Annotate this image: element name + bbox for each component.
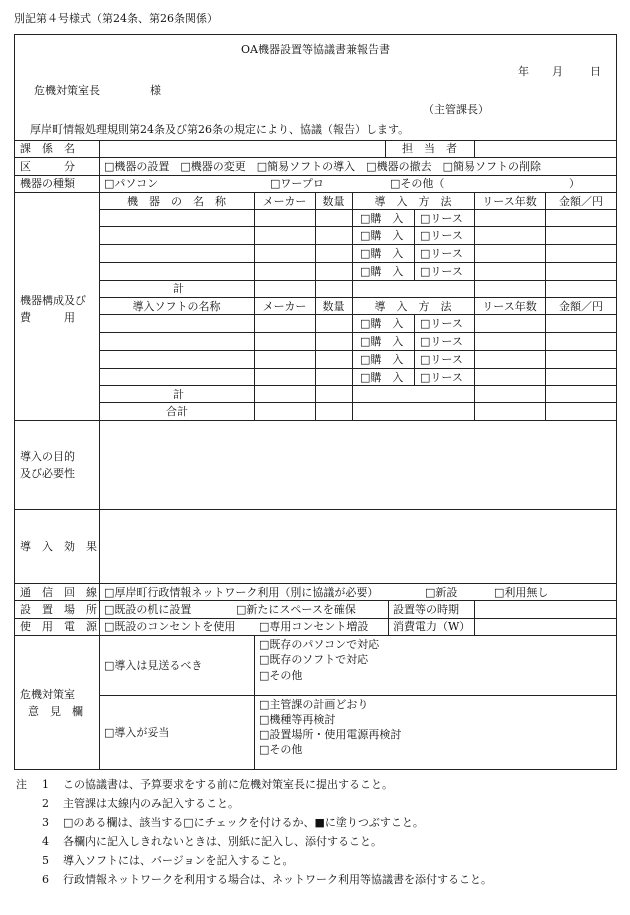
- power-existing-option[interactable]: □既設のコンセントを使用: [104, 620, 236, 633]
- device-type-other[interactable]: □その他（: [390, 177, 445, 190]
- rule: [99, 262, 617, 263]
- equipment-qty-header: 数量: [322, 195, 345, 208]
- effect-label: 導 入 効 果: [20, 540, 97, 553]
- software-maker-header: メーカー: [262, 300, 307, 313]
- software-subtotal-label: 計: [173, 388, 184, 401]
- rule: [14, 509, 617, 510]
- postpone-item[interactable]: □その他: [259, 669, 303, 682]
- location-label: 設 置 場 所: [20, 603, 97, 616]
- month-label: 月: [552, 65, 563, 78]
- equipment-amount-header: 金額／円: [559, 195, 603, 208]
- equipment-lease-option[interactable]: □リース: [420, 265, 463, 278]
- location-existing-option[interactable]: □既設の机に設置: [104, 603, 192, 616]
- opinion-appropriate-option[interactable]: □導入が妥当: [104, 726, 170, 739]
- col-divider: [388, 600, 389, 635]
- rule: [14, 420, 617, 421]
- network-use-option[interactable]: □厚岸町行政情報ネットワーク利用（別に協議が必要）: [104, 586, 379, 599]
- note-text: 導入ソフトには、バージョンを記入すること。: [63, 854, 294, 867]
- equipment-buy-option[interactable]: □購 入: [360, 229, 404, 242]
- software-qty-header: 数量: [322, 300, 345, 313]
- equipment-buy-option[interactable]: □購 入: [360, 212, 404, 225]
- person-in-charge-label: 担 当 者: [402, 142, 457, 155]
- equipment-lease-option[interactable]: □リース: [420, 229, 463, 242]
- day-label: 日: [590, 65, 601, 78]
- network-none-option[interactable]: □利用無し: [494, 586, 549, 599]
- col-divider: [474, 140, 475, 158]
- rule: [14, 140, 617, 141]
- note-number: 3: [42, 816, 49, 829]
- rule: [14, 175, 617, 176]
- software-buy-option[interactable]: □購 入: [360, 353, 404, 366]
- equipment-subtotal-label: 計: [173, 282, 184, 295]
- addressee-honorific: 様: [150, 84, 161, 97]
- software-name-header: 導入ソフトの名称: [132, 300, 221, 313]
- department-label: （主管課長）: [423, 103, 489, 116]
- consumption-label: 消費電力（W）: [393, 620, 471, 633]
- purpose-label-2: 及び必要性: [20, 467, 75, 480]
- rule: [14, 635, 617, 636]
- purpose-label-1: 導入の目的: [20, 450, 75, 463]
- addressee-name: 危機対策室長: [34, 84, 100, 97]
- software-buy-option[interactable]: □購 入: [360, 371, 404, 384]
- note-number: 4: [42, 835, 49, 848]
- config-cost-label-2: 費 用: [20, 311, 75, 324]
- software-buy-option[interactable]: □購 入: [360, 335, 404, 348]
- device-type-other-close: ）: [569, 177, 580, 190]
- rule: [99, 297, 617, 298]
- equipment-lease-header: リース年数: [482, 195, 537, 208]
- postpone-item[interactable]: □既存のソフトで対応: [259, 653, 369, 666]
- col-divider: [99, 140, 100, 770]
- equipment-method-header: 導 入 方 法: [374, 195, 452, 208]
- rule: [99, 332, 617, 333]
- device-type-label: 機器の種類: [20, 177, 75, 190]
- opinion-label-2: 意 見 欄: [28, 705, 83, 718]
- rule: [99, 226, 617, 227]
- software-lease-option[interactable]: □リース: [420, 353, 463, 366]
- software-lease-option[interactable]: □リース: [420, 371, 463, 384]
- rule: [99, 402, 617, 403]
- opinion-label-1: 危機対策室: [20, 688, 75, 701]
- rule: [99, 280, 617, 281]
- equipment-name-header: 機 器 の 名 称: [127, 195, 226, 208]
- rule: [99, 368, 617, 369]
- note-number: 6: [42, 873, 49, 886]
- rule: [99, 695, 617, 696]
- note-text: この協議書は、予算要求をする前に危機対策室長に提出すること。: [63, 778, 393, 791]
- line-label: 通 信 回 線: [20, 586, 97, 599]
- appropriate-item[interactable]: □その他: [259, 743, 303, 756]
- equipment-maker-header: メーカー: [262, 195, 307, 208]
- software-lease-header: リース年数: [482, 300, 537, 313]
- notes-label: 注: [16, 778, 27, 791]
- note-number: 2: [42, 797, 49, 810]
- postpone-item[interactable]: □既存のパソコンで対応: [259, 638, 380, 651]
- network-new-option[interactable]: □新設: [425, 586, 458, 599]
- form-title: OA機器設置等協議書兼報告書: [241, 43, 390, 56]
- timing-label: 設置等の時期: [393, 603, 459, 616]
- opinion-postpone-option[interactable]: □導入は見送るべき: [104, 659, 203, 672]
- section-name-label: 課 係 名: [20, 142, 75, 155]
- col-divider: [414, 209, 415, 280]
- rule: [99, 314, 617, 315]
- note-number: 5: [42, 854, 49, 867]
- power-dedicated-option[interactable]: □専用コンセント増設: [259, 620, 369, 633]
- software-lease-option[interactable]: □リース: [420, 335, 463, 348]
- rule: [14, 600, 617, 601]
- note-text: 行政情報ネットワークを利用する場合は、ネットワーク利用等協議書を添付すること。: [63, 873, 492, 886]
- category-options[interactable]: □機器の設置 □機器の変更 □簡易ソフトの導入 □機器の撤去 □簡易ソフトの削除: [104, 160, 541, 173]
- equipment-lease-option[interactable]: □リース: [420, 212, 463, 225]
- grand-total-label: 合計: [166, 405, 188, 418]
- software-buy-option[interactable]: □購 入: [360, 317, 404, 330]
- software-method-header: 導 入 方 法: [374, 300, 452, 313]
- note-number: 1: [42, 778, 49, 791]
- note-text: □のある欄は、該当する□にチェックを付けるか、■に塗りつぶすこと。: [63, 816, 424, 829]
- rule: [99, 350, 617, 351]
- intro-text: 厚岸町情報処理規則第24条及び第26条の規定により、協議（報告）します。: [30, 123, 410, 136]
- appropriate-item[interactable]: □機種等再検討: [259, 713, 336, 726]
- equipment-buy-option[interactable]: □購 入: [360, 247, 404, 260]
- software-lease-option[interactable]: □リース: [420, 317, 463, 330]
- form-id: 別記第４号様式（第24条、第26条関係）: [14, 12, 218, 25]
- rule: [99, 385, 617, 386]
- year-label: 年: [518, 65, 529, 78]
- col-divider: [474, 600, 475, 635]
- software-amount-header: 金額／円: [559, 300, 603, 313]
- device-type-pc[interactable]: □パソコン: [104, 177, 159, 190]
- location-new-option[interactable]: □新たにスペースを確保: [236, 603, 356, 616]
- category-label: 区 分: [20, 160, 75, 173]
- rule: [14, 618, 617, 619]
- rule: [14, 583, 617, 584]
- config-cost-label-1: 機器構成及び: [20, 294, 86, 307]
- note-text: 主管課は太線内のみ記入すること。: [63, 797, 239, 810]
- rule: [14, 157, 617, 158]
- equipment-buy-option[interactable]: □購 入: [360, 265, 404, 278]
- appropriate-item[interactable]: □設置場所・使用電源再検討: [259, 728, 402, 741]
- device-type-wp[interactable]: □ワープロ: [270, 177, 324, 190]
- appropriate-item[interactable]: □主管課の計画どおり: [259, 698, 369, 711]
- col-divider: [414, 314, 415, 385]
- rule: [99, 209, 617, 210]
- power-label: 使 用 電 源: [20, 620, 97, 633]
- note-text: 各欄内に記入しきれないときは、別紙に記入し、添付すること。: [63, 835, 382, 848]
- equipment-lease-option[interactable]: □リース: [420, 247, 463, 260]
- col-divider: [254, 635, 255, 770]
- rule: [99, 244, 617, 245]
